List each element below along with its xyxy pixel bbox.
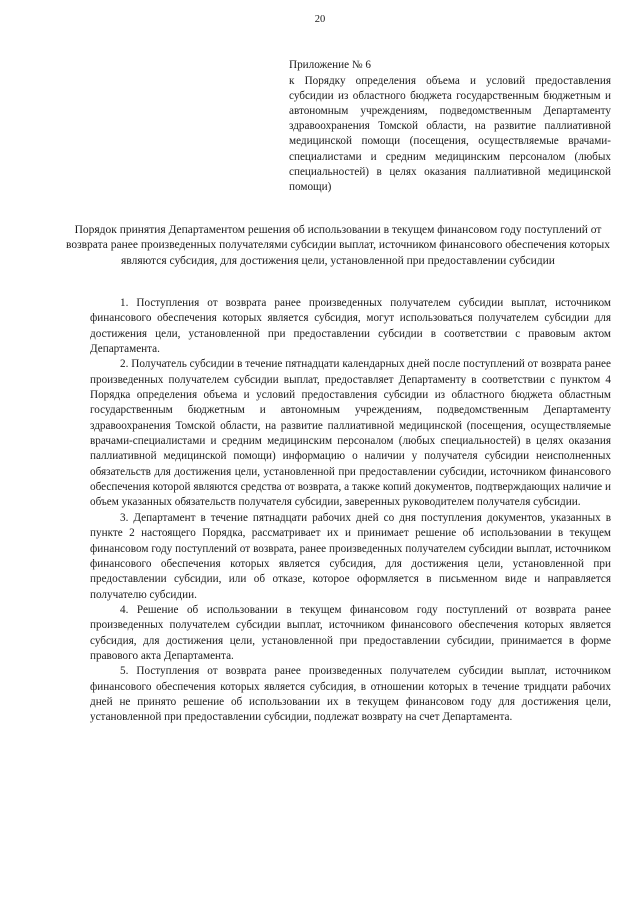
paragraph-3: 3. Департамент в течение пятнадцати рабочих дней со дня поступления документов, указанных в пункте 2 настоящего Порядка, рассматривает их и принимает решение об использовании в текущем финансовом году поступлений от возврата, ранее произведенных получателем субсидии выплат, источником финансового обеспечения которых является субсидия, для достижения цели, установленной при предоставлении субсидии, или об отказе, которое оформляется в письменном виде и направляется получателю субсидии. bbox=[90, 511, 611, 601]
appendix-block bbox=[289, 58, 611, 195]
paragraph-4: 4. Решение об использовании в текущем финансовом году поступлений от возврата ранее произведенных получателем субсидии выплат, источником финансового обеспечения которых является субсидия, для достижения цели, установленной при предоставлении субсидии, принимается в форме правового акта Департамента. bbox=[90, 603, 611, 662]
document-body bbox=[90, 296, 611, 726]
paragraph-2: 2. Получатель субсидии в течение пятнадцати календарных дней после поступлений от возврата ранее произведенных получателем субсидии выплат, предоставляет Департаменту в соответствии с пунктом 4 Порядка определения объема и условий предоставления субсидии из областного бюджета областным государственным бюджетным и автономным учреждениям, подведомственным Департаменту здравоохранения Томской области, на развитие паллиативной медицинской (посещения, осуществляемые врачами-специалистами и средним медицинским персоналом (любых специальностей) в целях оказания паллиативной медицинской помощи) информацию о наличии у получателя субсидии неисполненных обязательств для достижения цели, установленной при предоставлении субсидии, источником финансового обеспечения которой являются средства от возврата, а также копий документов, подтверждающих наличие и объем указанных обязательств получателя субсидии, заверенных руководителем получателя субсидии. bbox=[90, 358, 611, 509]
paragraph-1: 1. Поступления от возврата ранее произведенных получателем субсидии выплат, источником финансового обеспечения которых является субсидия, могут использоваться получателем субсидии для достижения цели, установленной при предоставлении субсидии в соответствии с правовым актом Департамента. bbox=[90, 297, 611, 356]
appendix-text: к Порядку определения объема и условий предоставления субсидии из областного бюджета государственным бюджетным и автономным учреждениям, подведомственным Департаменту здравоохранения Томской области, на развитие паллиативной медицинской помощи (посещения, осуществляемые врачами-специалистами и средним медицинским персоналом (любых специальностей) в целях оказания паллиативной медицинской помощи) bbox=[289, 75, 611, 193]
paragraph-5: 5. Поступления от возврата ранее произведенных получателем субсидии выплат, источником финансового обеспечения которых является субсидия, в отношении которых в течение тридцати рабочих дней не принято решение об использовании их в текущем финансовом году для достижения цели, установленной при предоставлении субсидии, подлежат возврату на счет Департамента. bbox=[90, 665, 611, 724]
page-number: 20 bbox=[314, 14, 326, 25]
appendix-title: Приложение № 6 bbox=[289, 59, 371, 71]
document-title: Порядок принятия Департаментом решения об использовании в текущем финансовом году поступлений от возврата ранее произведенных получателями субсидии выплат, источником финансового обеспечения которых являются субсидия, для достижения цели, установленной при предоставлении субсидии bbox=[65, 224, 611, 267]
